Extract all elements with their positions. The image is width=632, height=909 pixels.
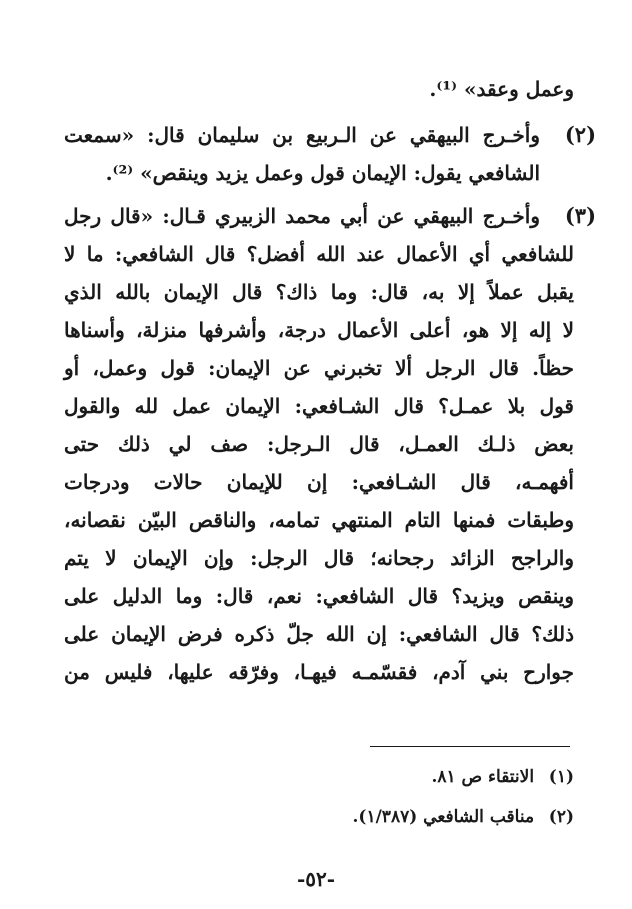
text-line: جوارح بني آدم، فقسّمـه فيهـا، وفرّقه عليها، فليس من	[64, 660, 574, 684]
footnote-divider	[370, 746, 570, 747]
text-line: أفهمـه، قال الشـافعي: إن للإيمان حالات ودرجات	[64, 470, 574, 494]
text-line: وأخـرج البيهقي عن الـربيع بن سليمان قال: «سمعت	[64, 123, 540, 147]
text-line: وطبقات فمنها التام المنتهي تمامه، والناقص البيّن نقصانه،	[64, 508, 574, 532]
footnote	[64, 802, 574, 832]
footnote-text: مناقب الشافعي (١/٣٨٧).	[352, 807, 535, 827]
text-line: وينقص ويزيد؟ قال الشافعي: نعم، قال: وما الدليل على	[64, 584, 574, 608]
item-number: (٢)	[564, 122, 596, 147]
item-number: (٣)	[564, 203, 596, 228]
text-line: والراجح الزائد رجحانه؛ قال الرجل: وإن الإيمان لا يتم	[64, 546, 574, 570]
page-number: -٥٢-	[296, 867, 336, 891]
text-line: قول بلا عمـل؟ قال الشـافعي: الإيمان عمل لله والقول	[64, 394, 574, 418]
text-line: ذلك؟ قال الشافعي: إن الله جلّ ذكره فرض الإيمان على	[64, 622, 574, 646]
text-line: لا إله إلا هو، أعلى الأعمال درجة، وأشرفها منزلة، وأسناها	[64, 318, 574, 342]
footnote-number: (٢)	[548, 807, 574, 827]
text-line: الشافعي يقول: الإيمان قول وعمل يزيد وينقص» ⁽²⁾.	[105, 161, 540, 185]
text-line: وعمل وعقد» ⁽¹⁾.	[429, 77, 574, 101]
text-line: يقبل عملاً إلا به، قال: وما ذاك؟ قال الإيمان بالله الذي	[64, 280, 574, 304]
text-line: حظاً. قال الرجل ألا تخبرني عن الإيمان: قول وعمل، أو	[64, 356, 574, 380]
footnote-number: (١)	[548, 767, 574, 787]
text-line: بعض ذلـك العمـل، قال الـرجل: صف لي ذلك حتى	[64, 432, 574, 456]
text-line: وأخـرج البيهقي عن أبي محمد الزبيري قـال: «قال رجل	[64, 204, 540, 228]
footnote	[64, 762, 574, 792]
text-line: للشافعي أي الأعمال عند الله أفضل؟ قال الشافعي: ما لا	[64, 242, 574, 266]
footnote-text: الانتقاء ص ٨١.	[431, 767, 535, 787]
